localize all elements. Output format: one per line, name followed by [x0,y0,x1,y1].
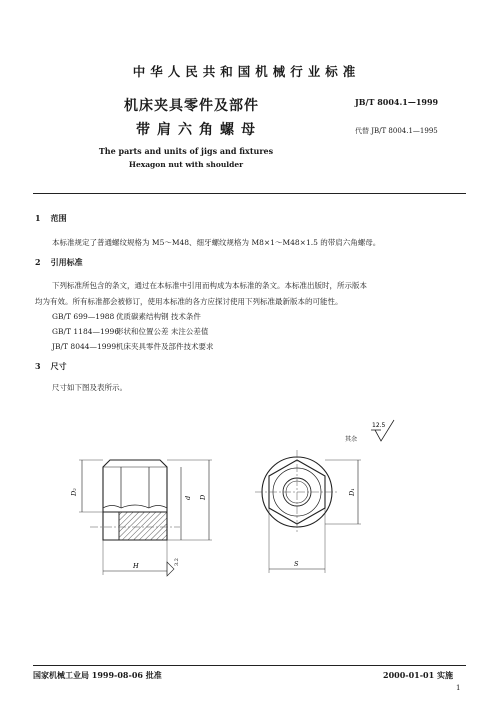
roughness-value: 12.5 [372,422,386,429]
dimension-d2-label: D₂ [70,488,78,496]
english-title-line2: Hexagon nut with shoulder [128,160,244,169]
side-view [70,460,212,576]
dimension-d-label: d [184,495,192,500]
section-title: 尺寸 [50,361,67,371]
approval-line: 国家机械工业局 1999-08-06 批准 [33,670,162,680]
standard-title-line2: 带肩六角螺母 [136,122,262,138]
section-title: 范围 [50,213,67,223]
issuing-organization: 中华人民共和国机械行业标准 [132,64,361,79]
effective-date-line: 2000-01-01 实施 [383,670,453,680]
standard-number: JB/T 8004.1—1999 [355,97,439,107]
roughness-label: 其余 [345,436,358,443]
section-number: 1 [35,213,41,223]
dimension-D1-label: D₁ [348,488,356,496]
reference-code: GB/T 1184—1996 [52,327,120,336]
dimension-D-label: D [199,494,207,500]
footer-rule [33,665,466,666]
dimension-H-label: H [133,562,139,570]
scope-paragraph: 本标准规定了普通螺纹规格为 M5～M48、细牙螺纹规格为 M8×1～M48×1.5 的带肩六角螺母。 [52,238,381,247]
section-number: 2 [35,257,41,267]
references-intro-line2: 均为有效。所有标准都会被修订，使用本标准的各方应探讨使用下列标准最新版本的可能性。 [35,297,343,306]
surface-roughness-symbol [345,420,394,443]
side-roughness-value: 3.2 [174,558,180,566]
page-number: 1 [456,684,461,692]
reference-code: GB/T 699—1988 [52,312,115,321]
replaces-standard: 代替 JB/T 8004.1—1995 [355,127,438,135]
section-number: 3 [35,361,41,371]
english-title-line1: The parts and units of jigs and fixtures [98,146,274,156]
section-title: 引用标准 [50,257,83,267]
references-intro-line1: 下列标准所包含的条文，通过在本标准中引用而构成为本标准的条文。本标准出版时，所示版本 [52,281,367,290]
reference-name: 优质碳素结构钢 技术条件 [116,312,201,321]
reference-code: JB/T 8044—1999 [52,342,117,351]
standard-title-line1: 机床夹具零件及部件 [124,98,259,114]
dimensions-paragraph: 尺寸如下图及表所示。 [52,383,127,392]
reference-name: 形状和位置公差 未注公差值 [116,327,209,336]
dimension-S-label: S [294,560,299,568]
reference-name: 机床夹具零件及部件技术要求 [116,342,214,351]
end-view [255,450,361,573]
